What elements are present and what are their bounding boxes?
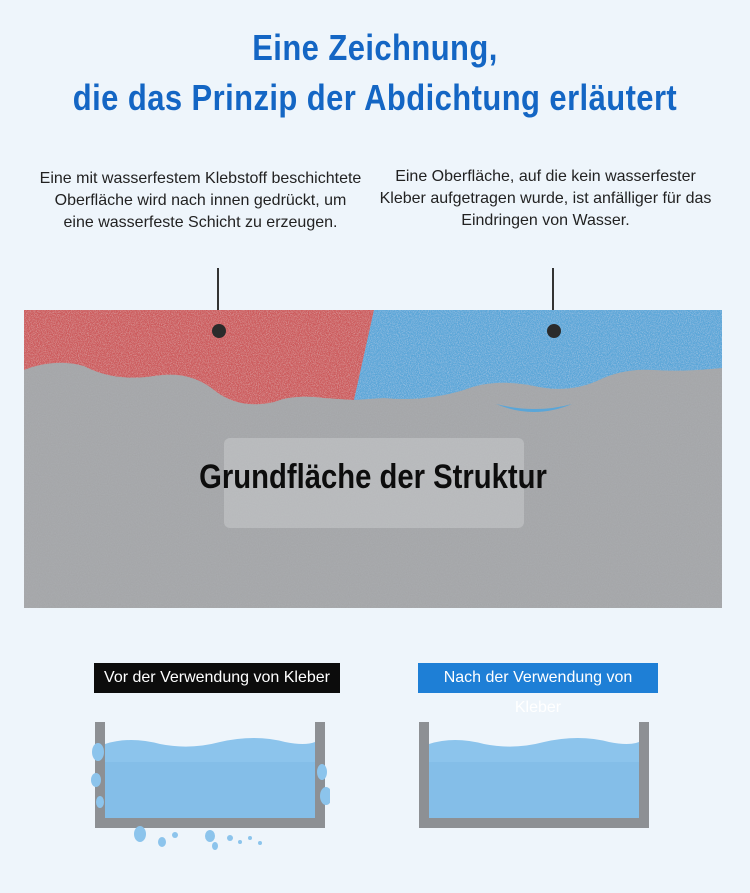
caption-untreated-surface: Eine Oberfläche, auf die kein wasserfester Kleber aufgetragen wurde, ist anfälliger für das Eindringen von Wasser. (379, 168, 712, 229)
title-line-2: die das Prinzip der Abdichtung erläutert (72, 77, 678, 118)
after-adhesive-label: Nach der Verwendung von Kleber (418, 663, 658, 693)
marker-dot-left (212, 324, 226, 338)
title-line-1: Eine Zeichnung, (252, 27, 498, 68)
caption-adhesive-surface: Eine mit wasserfestem Klebstoff beschichtete Oberfläche wird nach innen gedrückt, um eine wasserfeste Schicht zu erzeugen. (39, 170, 362, 231)
tank-before-leaking (90, 722, 330, 852)
before-adhesive-label: Vor der Verwendung von Kleber (94, 663, 340, 693)
base-structure-label: Grundfläche der Struktur (199, 458, 547, 496)
tank-after-sealed (414, 722, 654, 852)
marker-dot-right (547, 324, 561, 338)
